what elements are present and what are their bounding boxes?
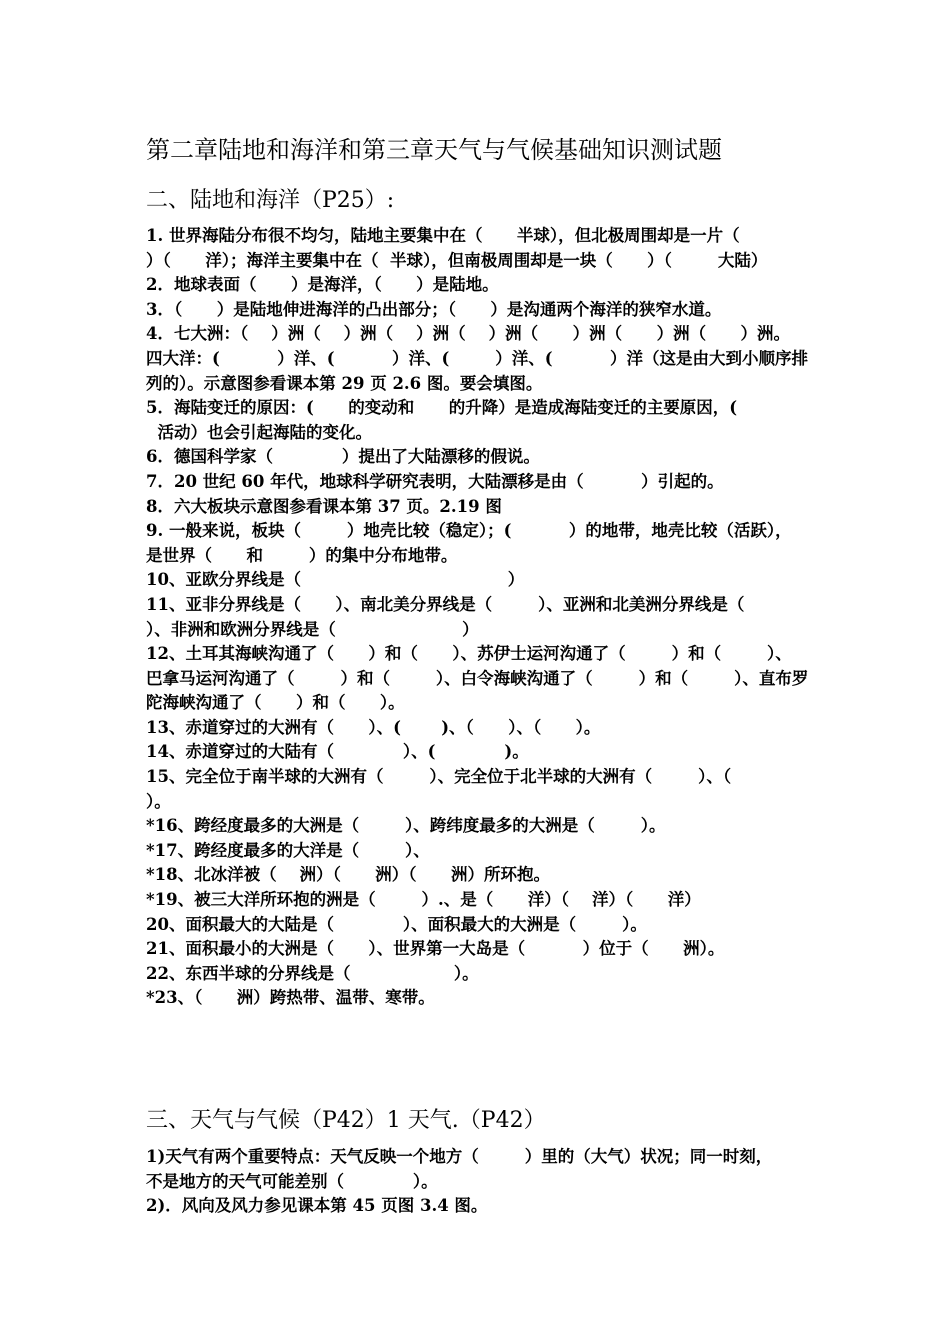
question-line: 8．六大板块示意图参看课本第 37 页。2.19 图 [146, 496, 502, 516]
question-line: 22、东西半球的分界线是（ ）。 [146, 963, 479, 983]
question-line: 不是地方的天气可能差别（ ）。 [146, 1171, 438, 1191]
question-line: 2．地球表面（ ）是海洋，（ ）是陆地。 [146, 275, 499, 295]
question-line: *16、跨经度最多的大洲是（ ）、跨纬度最多的大洲是（ ）。 [146, 816, 666, 836]
question-line: 7．20 世纪 60 年代，地球科学研究表明，大陆漂移是由（ ）引起的。 [146, 471, 724, 491]
question-line: 1)天气有两个重要特点：天气反映一个地方（ ）里的（大气）状况；同一时刻， [146, 1147, 773, 1166]
question-line: 12、土耳其海峡沟通了（ ）和（ ）、苏伊士运河沟通了（ ）和（ ）、 [146, 644, 792, 664]
question-line: 9. 一般来说，板块（ ）地壳比较（稳定）；( ）的地带，地壳比较（活跃）， [146, 521, 792, 541]
question-line: 20、面积最大的大陆是（ ）、面积最大的大洲是（ ）。 [146, 914, 647, 934]
question-line: 2)．风向及风力参见课本第 45 页图 3.4 图。 [146, 1196, 488, 1216]
section-land-and-ocean-questions [146, 224, 808, 1011]
question-line: 活动）也会引起海陆的变化。 [146, 422, 372, 442]
section-heading-weather-and-climate: 三、天气与气候（P42）1 天气.（P42） [146, 1108, 546, 1133]
question-line: 15、完全位于南半球的大洲有（ ）、完全位于北半球的大洲有（ ）、（ [146, 767, 732, 787]
question-line: 巴拿马运河沟通了（ ）和（ ）、白令海峡沟通了（ ）和（ ）、直布罗 [146, 668, 808, 688]
question-line: 列的）。示意图参看课本第 29 页 2.6 图。要会填图。 [146, 373, 543, 393]
question-line: 3．（ ）是陆地伸进海洋的凸出部分；（ ）是沟通两个海洋的狭窄水道。 [146, 299, 722, 319]
section-weather-questions [146, 1145, 808, 1219]
question-line: ）、非洲和欧洲分界线是（ ） [146, 619, 479, 639]
question-line: 14、赤道穿过的大陆有（ ）、( )。 [146, 742, 529, 762]
question-line: 13、赤道穿过的大洲有（ ）、( )、（ ）、（ ）。 [146, 717, 601, 737]
question-line: 1. 世界海陆分布很不均匀，陆地主要集中在（ 半球），但北极周围却是一片（ [146, 226, 740, 245]
question-line: 5．海陆变迁的原因：( 的变动和 的升降）是造成海陆变迁的主要原因，( [146, 398, 738, 418]
question-line: 4．七大洲：（ ）洲（ ）洲（ ）洲（ ）洲（ ）洲（ ）洲（ ）洲。 [146, 324, 791, 344]
question-line: *19、被三大洋所环抱的洲是（ ）.、是（ 洋）（ 洋）（ 洋） [146, 890, 701, 910]
question-line: *18、北冰洋被（ 洲）（ 洲）（ 洲）所环抱。 [146, 865, 551, 885]
question-line: 21、面积最小的大洲是（ ）、世界第一大岛是（ ）位于（ 洲）。 [146, 939, 725, 959]
question-line: *17、跨经度最多的大洋是（ ）、 [146, 840, 430, 860]
question-line: 陀海峡沟通了（ ）和（ ）。 [146, 693, 405, 713]
question-line: 四大洋：( ）洋、( ）洋、( ）洋、( ）洋（这是由大到小顺序排 [146, 348, 808, 368]
question-line: ）（ 洋）；海洋主要集中在（ 半球），但南极周围却是一块（ ）（ 大陆） [146, 250, 768, 270]
question-line: ）。 [146, 791, 171, 811]
question-line: 10、亚欧分界线是（ ） [146, 570, 525, 590]
section-heading-land-and-ocean: 二、陆地和海洋（P25）: [146, 188, 395, 213]
question-line: 是世界（ 和 ）的集中分布地带。 [146, 545, 458, 565]
question-line: 11、亚非分界线是（ ）、南北美分界线是（ ）、亚洲和北美洲分界线是（ [146, 594, 745, 614]
document-title: 第二章陆地和海洋和第三章天气与气候基础知识测试题 [146, 136, 722, 164]
question-line: 6．德国科学家（ ）提出了大陆漂移的假说。 [146, 447, 540, 467]
question-line: *23、（ 洲）跨热带、温带、寒带。 [146, 988, 435, 1008]
